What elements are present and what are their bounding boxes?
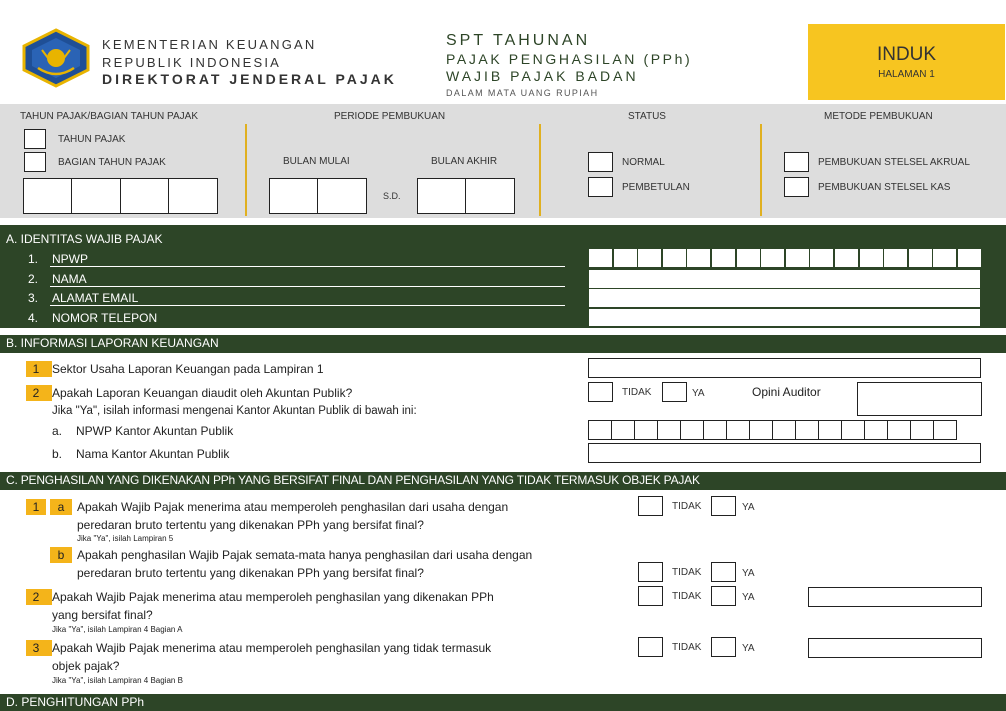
status-pembetulan-checkbox[interactable] [588, 177, 613, 197]
b-q2-ya-label: YA [692, 388, 705, 399]
c-q1b-line2: peredaran bruto tertentu yang dikenakan PPh yang bersifat final? [77, 566, 424, 580]
c-q2-number: 2 [26, 589, 46, 605]
npwp-kap-input[interactable] [589, 420, 957, 440]
stelsel-kas-checkbox[interactable] [784, 177, 809, 197]
b-q2-tidak-checkbox[interactable] [588, 382, 613, 402]
stelsel-akrual-label: PEMBUKUAN STELSEL AKRUAL [818, 157, 970, 168]
c-q1b-letter: b [50, 547, 72, 563]
b-q2-tidak-label: TIDAK [622, 387, 652, 398]
period-col1-title: TAHUN PAJAK/BAGIAN TAHUN PAJAK [20, 111, 198, 122]
stelsel-kas-label: PEMBUKUAN STELSEL KAS [818, 182, 951, 193]
c-q2-amount-input[interactable] [808, 587, 982, 607]
ministry-line2: REPUBLIK INDONESIA [102, 55, 282, 70]
induk-badge [808, 24, 1005, 100]
b-a-label: NPWP Kantor Akuntan Publik [76, 424, 234, 438]
nama-label: NAMA [52, 272, 87, 286]
c-q2-tidak-label: TIDAK [672, 591, 702, 602]
c-q3-line1: Apakah Wajib Pajak menerima atau memperoleh penghasilan yang tidak termasuk [52, 641, 492, 655]
c-q1a-note: Jika "Ya", isilah Lampiran 5 [77, 534, 174, 543]
nama-input[interactable] [589, 270, 980, 288]
form-title2: PAJAK PENGHASILAN (PPh) [446, 51, 693, 67]
badge-title: INDUK [876, 44, 937, 65]
b-a-letter: a. [52, 424, 63, 438]
status-normal-label: NORMAL [622, 157, 665, 168]
bulan-mulai-input[interactable] [270, 178, 367, 214]
c-q2-ya-label: YA [742, 592, 755, 603]
b-q2-ya-checkbox[interactable] [662, 382, 687, 402]
c-q1a-line1: Apakah Wajib Pajak menerima atau memperoleh penghasilan dari usaha dengan [77, 500, 509, 514]
c-q2-line2: yang bersifat final? [52, 608, 153, 622]
form-title4: DALAM MATA UANG RUPIAH [446, 88, 599, 98]
c-q1b-ya-checkbox[interactable] [711, 562, 736, 582]
telepon-input[interactable] [589, 309, 980, 326]
b-q2-text: Apakah Laporan Keuangan diaudit oleh Akuntan Publik? [52, 386, 353, 400]
c-q3-line2: objek pajak? [52, 659, 120, 673]
section-a-title: A. IDENTITAS WAJIB PAJAK [6, 232, 163, 246]
period-col3-title: STATUS [628, 111, 666, 122]
c-q3-amount-input[interactable] [808, 638, 982, 658]
c-q2-ya-checkbox[interactable] [711, 586, 736, 606]
telepon-label: NOMOR TELEPON [52, 311, 158, 325]
bagian-tahun-pajak-label: BAGIAN TAHUN PAJAK [58, 157, 166, 168]
npwp-num: 1. [28, 252, 39, 266]
b-b-letter: b. [52, 447, 63, 461]
djp-logo [20, 28, 92, 88]
b-q2-number: 2 [26, 385, 46, 401]
telepon-num: 4. [28, 311, 39, 325]
email-num: 3. [28, 291, 39, 305]
c-q3-number: 3 [26, 640, 46, 656]
c-q3-ya-label: YA [742, 643, 755, 654]
status-normal-checkbox[interactable] [588, 152, 613, 172]
c-q1a-tidak-label: TIDAK [672, 501, 702, 512]
bulan-akhir-input[interactable] [418, 178, 515, 214]
b-q2-note: Jika "Ya", isilah informasi mengenai Kantor Akuntan Publik di bawah ini: [52, 405, 417, 417]
bagian-tahun-pajak-checkbox[interactable] [24, 152, 46, 172]
c-q1b-tidak-label: TIDAK [672, 567, 702, 578]
c-q1a-ya-checkbox[interactable] [711, 496, 736, 516]
bulan-mulai-label: BULAN MULAI [283, 156, 350, 167]
c-q1b-tidak-checkbox[interactable] [638, 562, 663, 582]
c-q1a-letter: a [50, 499, 72, 515]
section-b-title: B. INFORMASI LAPORAN KEUANGAN [0, 335, 1006, 353]
email-input[interactable] [589, 289, 980, 307]
c-q1a-ya-label: YA [742, 502, 755, 513]
c-q1b-line1: Apakah penghasilan Wajib Pajak semata-mata hanya penghasilan dari usaha dengan [77, 548, 533, 562]
badge-subtitle: HALAMAN 1 [878, 69, 935, 80]
ministry-line3: DIREKTORAT JENDERAL PAJAK [102, 71, 397, 87]
period-col2-title: PERIODE PEMBUKUAN [334, 111, 446, 122]
section-c-title: C. PENGHASILAN YANG DIKENAKAN PPh YANG BERSIFAT FINAL DAN PENGHASILAN YANG TIDAK TERMASUK OBJEK PAJAK [0, 472, 1006, 490]
stelsel-akrual-checkbox[interactable] [784, 152, 809, 172]
tahun-pajak-checkbox[interactable] [24, 129, 46, 149]
tahun-pajak-label: TAHUN PAJAK [58, 134, 126, 145]
c-q2-tidak-checkbox[interactable] [638, 586, 663, 606]
opini-auditor-label: Opini Auditor [752, 385, 821, 399]
tahun-pajak-year-input[interactable] [24, 178, 218, 214]
period-col4-title: METODE PEMBUKUAN [824, 111, 933, 122]
nama-kap-input[interactable] [588, 443, 981, 463]
nama-num: 2. [28, 272, 39, 286]
b-b-label: Nama Kantor Akuntan Publik [76, 447, 230, 461]
form-title3: WAJIB PAJAK BADAN [446, 68, 639, 84]
email-label: ALAMAT EMAIL [52, 291, 139, 305]
npwp-label: NPWP [52, 252, 88, 266]
bulan-akhir-label: BULAN AKHIR [431, 156, 498, 167]
form-title1: SPT TAHUNAN [446, 32, 591, 49]
c-q1-number: 1 [26, 499, 46, 515]
sektor-usaha-input[interactable] [588, 358, 981, 378]
opini-auditor-input[interactable] [857, 382, 982, 416]
c-q2-note: Jika "Ya", isilah Lampiran 4 Bagian A [52, 625, 183, 634]
sd-label: S.D. [383, 191, 401, 201]
c-q3-tidak-label: TIDAK [672, 642, 702, 653]
status-pembetulan-label: PEMBETULAN [622, 182, 690, 193]
ministry-line1: KEMENTERIAN KEUANGAN [102, 37, 317, 52]
c-q1a-line2: peredaran bruto tertentu yang dikenakan PPh yang bersifat final? [77, 518, 424, 532]
npwp-input[interactable] [589, 249, 983, 267]
c-q3-ya-checkbox[interactable] [711, 637, 736, 657]
b-q1-number: 1 [26, 361, 46, 377]
b-q1-text: Sektor Usaha Laporan Keuangan pada Lampiran 1 [52, 362, 324, 376]
section-d-title: D. PENGHITUNGAN PPh [0, 694, 1006, 711]
c-q2-line1: Apakah Wajib Pajak menerima atau memperoleh penghasilan yang dikenakan PPh [52, 590, 494, 604]
c-q1a-tidak-checkbox[interactable] [638, 496, 663, 516]
c-q1b-ya-label: YA [742, 568, 755, 579]
c-q3-note: Jika "Ya", isilah Lampiran 4 Bagian B [52, 676, 183, 685]
c-q3-tidak-checkbox[interactable] [638, 637, 663, 657]
